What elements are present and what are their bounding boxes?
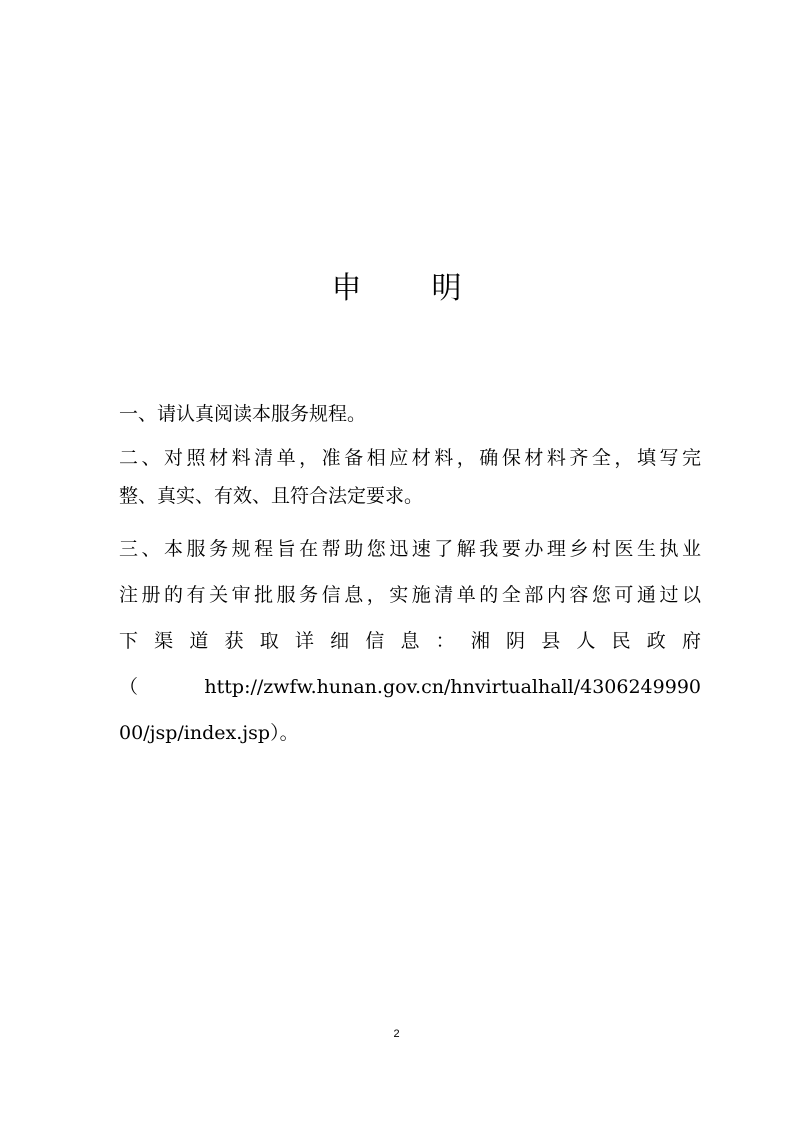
page-number: 2 (393, 1028, 400, 1040)
title-char-1: 申 (331, 271, 362, 306)
title-char-2: 明 (431, 271, 462, 306)
paragraph-3-line-2: 注册的有关审批服务信息，实施清单的全部内容您可通过以 (119, 584, 701, 606)
paragraph-2 (119, 439, 701, 515)
paragraph-2-line-2: 整、真实、有效、且符合法定要求。 (119, 485, 424, 507)
paragraph-3 (119, 530, 701, 752)
paragraph-3-line-3: 下渠道获取详细信息：湘阴县人民政府 (119, 630, 701, 652)
paragraph-1-line-1: 一、请认真阅读本服务规程。 (119, 403, 367, 425)
page-title (0, 269, 793, 309)
paragraph-2-line-1: 二、对照材料清单，准备相应材料，确保材料齐全，填写完 (119, 447, 701, 469)
paragraph-3-line-5: 00/jsp/index.jsp）。 (119, 722, 299, 744)
paragraph-3-line-1: 三、本服务规程旨在帮助您迅速了解我要办理乡村医生执业 (119, 538, 701, 560)
paragraph-1 (119, 395, 701, 433)
paragraph-3-line-4: （http://zwfw.hunan.gov.cn/hnvirtualhall/4306249990 (119, 676, 701, 698)
